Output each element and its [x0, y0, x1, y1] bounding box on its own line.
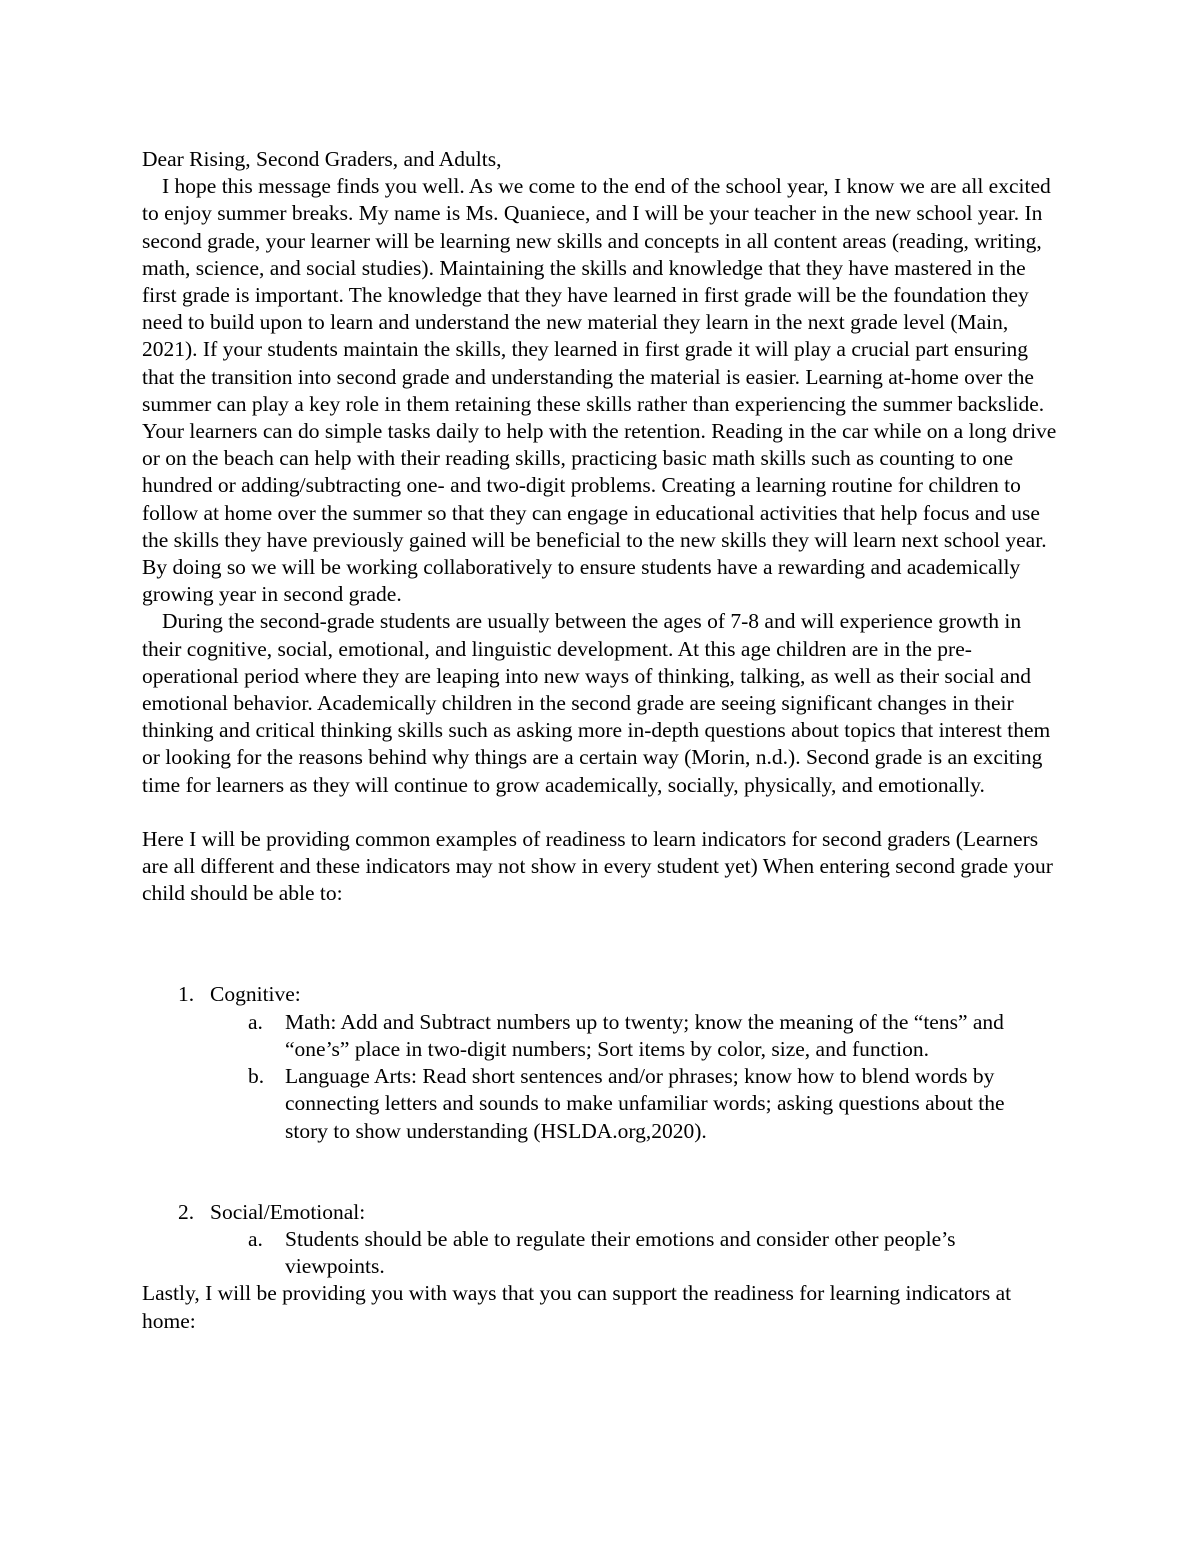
list-item-social-emotional — [142, 1199, 1058, 1281]
paragraph-development: During the second-grade students are usually between the ages of 7-8 and will experience growth in their cognitive, social, emotional, and linguistic development. At this age children are in the pre-operational period where they are leaping into new ways of thinking, talking, as well as their social and emotional behavior. Academically children in the second grade are seeing significant changes in their thinking and critical thinking skills such as asking more in-depth questions about topics that interest them or looking for the reasons behind why things are a certain way (Morin, n.d.). Second grade is an exciting time for learners as they will continue to grow academically, socially, physically, and emotionally. — [142, 609, 1051, 797]
sub-item-text-language-arts: Language Arts: Read short sentences and/or phrases; know how to blend words by connecting letters and sounds to make unfamiliar words; asking questions about the story to show understanding (HSLDA.org,2020). — [285, 1064, 1005, 1143]
list-number: 2. — [178, 1199, 195, 1224]
list-title-cognitive: Cognitive: — [210, 982, 301, 1007]
paragraph-readiness-intro: Here I will be providing common examples of readiness to learn indicators for second graders (Learners are all different and these indicators may not show in every student yet) When entering second grade your child should be able to: — [142, 826, 1053, 906]
list-number: 1. — [178, 982, 195, 1007]
sub-item-letter: b. — [248, 1064, 265, 1089]
sub-item-math — [142, 1009, 1058, 1063]
sub-item-text-math: Math: Add and Subtract numbers up to twenty; know the meaning of the “tens” and “one’s” place in two-digit numbers; Sort items by color, size, and function. — [285, 1009, 1004, 1061]
salutation: Dear Rising, Second Graders, and Adults, — [142, 147, 502, 171]
paragraph-closing: Lastly, I will be providing you with ways that you can support the readiness for learning indicators at home: — [142, 1281, 1012, 1333]
sub-item-language-arts — [142, 1063, 1058, 1145]
sub-item-letter: a. — [248, 1226, 263, 1251]
list-item-heading — [142, 981, 1058, 1008]
list-item-heading — [142, 1199, 1058, 1226]
readiness-indicators-list — [142, 981, 1058, 1280]
sub-item-regulate-emotions — [142, 1226, 1058, 1280]
paragraph-introduction: I hope this message finds you well. As we come to the end of the school year, I know we are all excited to enjoy summer breaks. My name is Ms. Quaniece, and I will be your teacher in the new school year. In second grade, your learner will be learning new skills and concepts in all content areas (reading, writing, math, science, and social studies). Maintaining the skills and knowledge that they have mastered in the first grade is important. The knowledge that they have learned in first grade will be the foundation they need to build upon to learn and understand the new material they learn in the next grade level (Main, 2021). If your students maintain the skills, they learned in first grade it will play a crucial part ensuring that the transition into second grade and understanding the material is easier. Learning at-home over the summer can play a key role in them retaining these skills rather than experiencing the summer backslide. Your learners can do simple tasks daily to help with the retention. Reading in the car while on a long drive or on the beach can help with their reading skills, practicing basic math skills such as counting to one hundred or adding/subtracting one- and two-digit problems. Creating a learning routine for children to follow at home over the summer so that they can engage in educational activities that help focus and use the skills they have previously gained will be beneficial to the new skills they will learn next school year. By doing so we will be working collaboratively to ensure students have a rewarding and academically growing year in second grade. — [142, 174, 1057, 607]
list-title-social-emotional: Social/Emotional: — [210, 1199, 366, 1224]
list-item-cognitive — [142, 981, 1058, 1144]
letter-content — [142, 146, 1058, 1335]
sub-item-text-regulate-emotions: Students should be able to regulate their emotions and consider other people’s viewpoints. — [285, 1226, 956, 1279]
sub-item-letter: a. — [248, 1009, 263, 1034]
